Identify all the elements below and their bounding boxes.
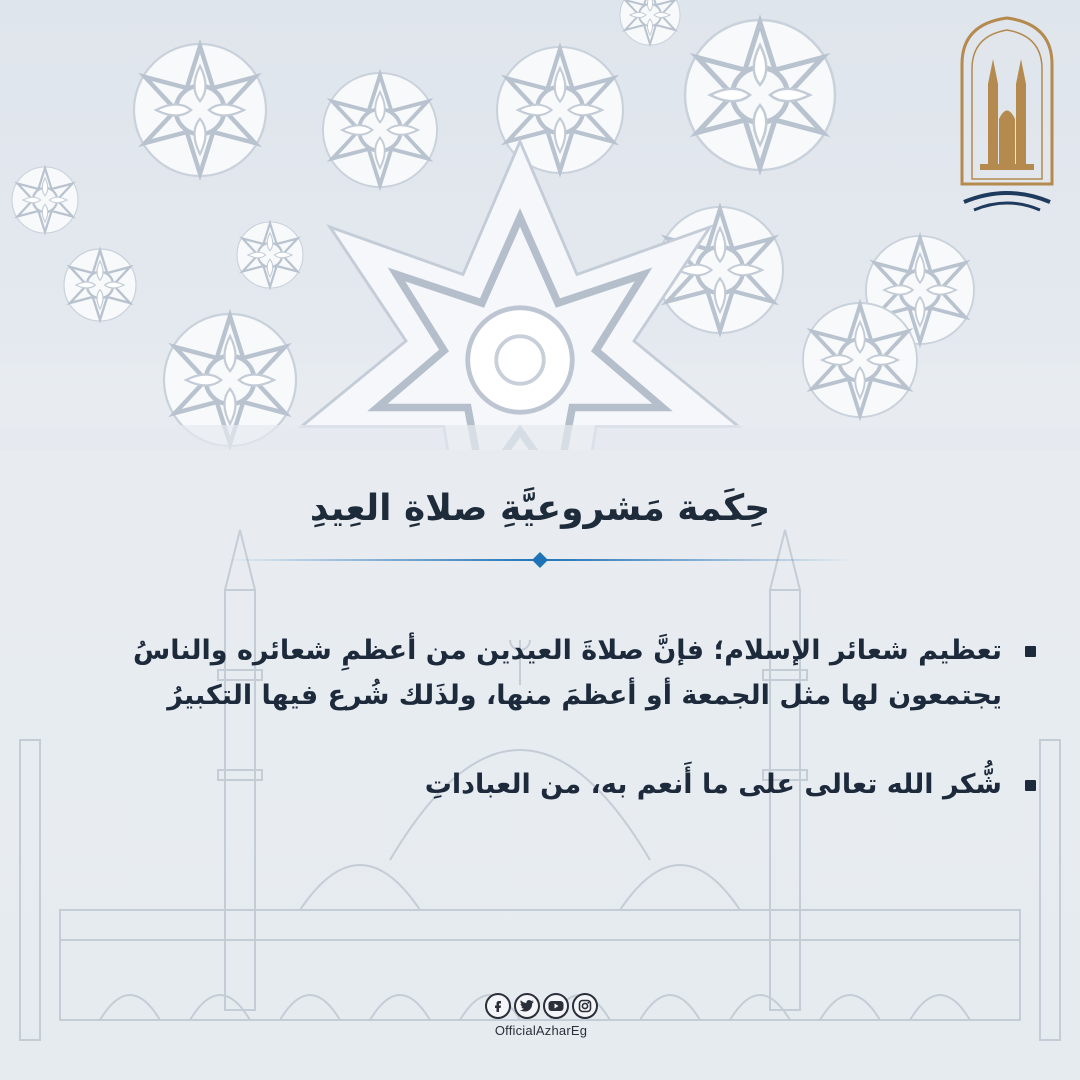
geometric-pattern-background xyxy=(0,0,1080,450)
facebook-icon[interactable] xyxy=(485,993,511,1019)
bullet-list xyxy=(40,628,1040,851)
bullet-item xyxy=(40,762,1040,807)
bullet-square-icon xyxy=(1025,646,1036,657)
bullet-text: شُّكر الله تعالى على ما أَنعم به، من العباداتِ xyxy=(424,769,1002,800)
instagram-icon[interactable] xyxy=(572,993,598,1019)
bullet-square-icon xyxy=(1025,780,1036,791)
diamond-icon xyxy=(532,552,548,568)
bullet-item xyxy=(40,628,1040,718)
bullet-text: تعظيم شعائر الإسلام؛ فإنَّ صلاةَ العيدين من أعظمِ شعائره والناسُ يجتمعون لها مثل الجمعة أو أعظمَ منها، ولذَلك شُرع فيها التكبيرُ xyxy=(133,635,1002,711)
social-handle[interactable]: OfficialAzharEg xyxy=(494,1023,588,1038)
title-divider xyxy=(225,550,855,570)
azhar-emblem xyxy=(954,14,1060,214)
social-footer xyxy=(476,993,606,1053)
twitter-icon[interactable] xyxy=(514,993,540,1019)
youtube-icon[interactable] xyxy=(543,993,569,1019)
poster-title: حِكَمة مَشروعيَّةِ صلاةِ العِيدِ xyxy=(309,488,771,529)
